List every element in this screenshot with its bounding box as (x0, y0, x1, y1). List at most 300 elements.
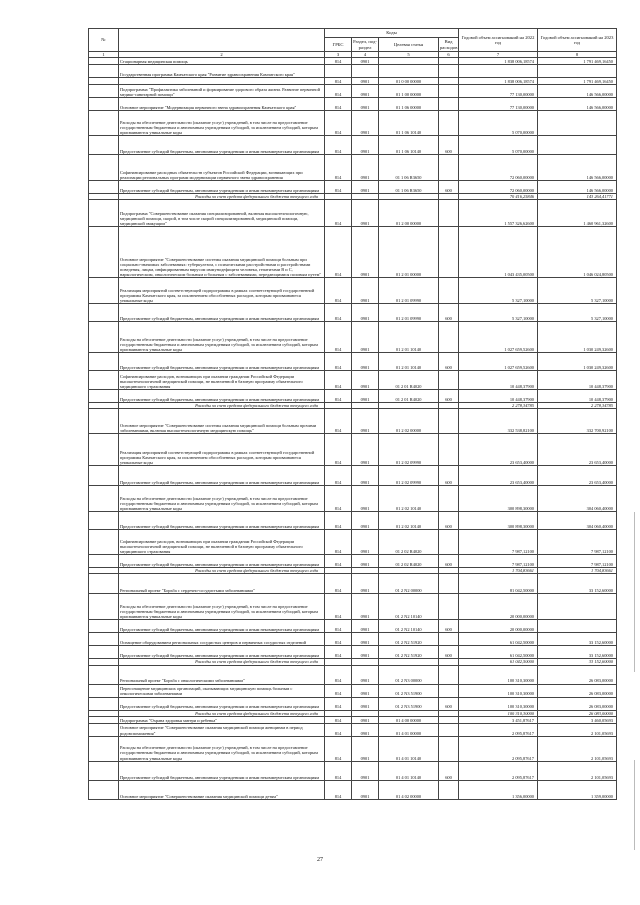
row-target-article: 01 1 06 00000 (379, 98, 439, 111)
row-grbs: 814 (325, 98, 352, 111)
row-number (89, 111, 119, 136)
row-amount-2023: 146 566,00000 (538, 181, 617, 194)
row-razdel (352, 65, 379, 78)
row-grbs: 814 (325, 111, 352, 136)
row-target-article: 01 2 N2 51920 (379, 633, 439, 646)
table-header (89, 29, 617, 58)
row-amount-2022: 3 451,87617 (459, 716, 538, 723)
row-name: Расходы на обеспечение деятельности (оказание услуг) учреждений, в том числе на предоставление государственным бюджетным и автономным учреждениям субсидий, за исключением субсидий, которым присваиваются уникальные коды (119, 486, 325, 512)
table-row (89, 555, 617, 568)
row-amount-2023: 143 264,41771 (538, 194, 617, 200)
row-expense-type: 600 (439, 353, 459, 371)
row-name: Предоставление субсидий бюджетным, автономным учреждениям и иным некоммерческим организациям (119, 555, 325, 568)
table-row (89, 304, 617, 322)
row-amount-2023: 2 101,05693 (538, 723, 617, 736)
row-target-article: 01 2 00 00000 (379, 200, 439, 227)
row-expense-type (439, 665, 459, 684)
row-expense-type (439, 85, 459, 98)
row-grbs: 814 (325, 227, 352, 278)
row-name: Расходы на обеспечение деятельности (оказание услуг) учреждений, в том числе на предоставление государственным бюджетным и автономным учреждениям субсидий, за исключением субсидий, которым присваиваются уникальные коды (119, 322, 325, 353)
row-amount-2023: 1 460 961,32600 (538, 200, 617, 227)
row-name: Предоставление субсидий бюджетным, автономным учреждениям и иным некоммерческим организациям (119, 353, 325, 371)
row-name: Реализация мероприятий соответствующей подпрограммы в рамках соответствующей государственной программы Камчатского края, за исключением обособленных расходов, которым присваиваются уникальные коды (119, 434, 325, 466)
row-amount-2023: 26 083,00000 (538, 697, 617, 710)
row-razdel: 0901 (352, 390, 379, 403)
row-name: Расходы на обеспечение деятельности (оказание услуг) учреждений, в том числе на предоставление государственным бюджетным и автономным учреждениям субсидий, за исключением субсидий, которым присваиваются уникальные коды (119, 111, 325, 136)
column-index: 7 (459, 52, 538, 58)
row-target-article: 01 2 01 R4020 (379, 390, 439, 403)
table-row (89, 200, 617, 227)
row-expense-type (439, 486, 459, 512)
row-amount-2022: 5 327,10000 (459, 278, 538, 304)
row-amount-2023: 33 152,60000 (538, 659, 617, 665)
table-row (89, 633, 617, 646)
row-amount-2022: 10 448,37900 (459, 371, 538, 390)
header-razdel: Раздел, под-раздел (353, 39, 377, 50)
row-expense-type (439, 594, 459, 620)
row-grbs: 814 (325, 736, 352, 761)
row-expense-type (439, 684, 459, 697)
row-grbs: 814 (325, 200, 352, 227)
row-amount-2023: 1 030 249,32600 (538, 322, 617, 353)
row-razdel: 0901 (352, 155, 379, 181)
row-name: Предоставление субсидий бюджетным, автономным учреждениям и иным некоммерческим организациям (119, 646, 325, 659)
row-target-article: 01 2 02 R4020 (379, 555, 439, 568)
row-razdel: 0901 (352, 697, 379, 710)
row-name: Предоставление субсидий бюджетным, автономным учреждениям и иным некоммерческим организациям (119, 390, 325, 403)
row-number (89, 512, 119, 530)
row-grbs: 814 (325, 665, 352, 684)
row-expense-type (439, 278, 459, 304)
row-number (89, 390, 119, 403)
row-expense-type: 600 (439, 136, 459, 155)
row-name: Предоставление субсидий бюджетным, автономным учреждениям и иным некоммерческим организациям (119, 697, 325, 710)
row-target-article: 01 2 02 R4020 (379, 530, 439, 555)
row-amount-2022: 5 070,00000 (459, 111, 538, 136)
table-row (89, 620, 617, 633)
table-row (89, 58, 617, 65)
row-grbs: 814 (325, 555, 352, 568)
row-expense-type: 600 (439, 304, 459, 322)
row-grbs: 814 (325, 390, 352, 403)
table-body (89, 58, 617, 799)
row-target-article: 01 2 02 09990 (379, 434, 439, 466)
row-grbs: 814 (325, 486, 352, 512)
row-amount-2022: 2 278,34785 (459, 403, 538, 409)
row-razdel: 0901 (352, 200, 379, 227)
row-amount-2022: 77 130,00000 (459, 85, 538, 98)
scan-edge-line (634, 512, 635, 672)
row-target-article: 01 2 N3 51900 (379, 684, 439, 697)
row-name: Расходы за счет средств федерального бюджета текущего года (119, 659, 325, 665)
row-number (89, 646, 119, 659)
row-name: Подпрограмма "Охрана здоровья матери и ребенка" (119, 716, 325, 723)
column-index: 8 (538, 52, 617, 58)
row-expense-type: 600 (439, 512, 459, 530)
row-name: Предоставление субсидий бюджетным, автономным учреждениям и иным некоммерческим организациям (119, 761, 325, 780)
row-expense-type (439, 322, 459, 353)
row-expense-type (439, 65, 459, 78)
row-razdel: 0901 (352, 594, 379, 620)
row-target-article: 01 4 01 10140 (379, 761, 439, 780)
row-amount-2022: 1 557 326,62600 (459, 200, 538, 227)
row-number (89, 409, 119, 434)
row-amount-2023 (538, 65, 617, 78)
row-name: Основное мероприятие "Совершенствование оказания медицинской помощи детям" (119, 780, 325, 799)
budget-table-container (88, 28, 616, 800)
row-amount-2022: 61 042,50000 (459, 633, 538, 646)
row-name: Государственная программа Камчатского края "Развитие здравоохранения Камчатского края" (119, 65, 325, 78)
row-expense-type (439, 58, 459, 65)
row-target-article: 01 2 N3 51900 (379, 697, 439, 710)
row-name: Расходы на обеспечение деятельности (оказание услуг) учреждений, в том числе на предоставление государственным бюджетным и автономным учреждениям субсидий, за исключением субсидий, которым присваиваются уникальные коды (119, 594, 325, 620)
row-number (89, 736, 119, 761)
row-number (89, 434, 119, 466)
row-expense-type (439, 409, 459, 434)
table-row (89, 761, 617, 780)
row-razdel: 0901 (352, 574, 379, 594)
row-expense-type (439, 723, 459, 736)
row-target-article: 01 2 01 10140 (379, 353, 439, 371)
row-grbs: 814 (325, 353, 352, 371)
row-amount-2022: 332 538,82100 (459, 409, 538, 434)
row-amount-2023: 5 327,10000 (538, 278, 617, 304)
row-amount-2023: 26 083,00000 (538, 684, 617, 697)
row-name: Предоставление субсидий бюджетным, автономным учреждениям и иным некоммерческим организациям (119, 620, 325, 633)
table-row (89, 111, 617, 136)
row-grbs: 814 (325, 278, 352, 304)
row-amount-2022: 300 898,30000 (459, 512, 538, 530)
scan-edge-line (634, 760, 635, 850)
row-number (89, 136, 119, 155)
row-amount-2022: 23 653,40000 (459, 434, 538, 466)
row-razdel: 0901 (352, 684, 379, 697)
row-number (89, 466, 119, 486)
table-row (89, 98, 617, 111)
row-razdel: 0901 (352, 371, 379, 390)
row-amount-2023: 304 060,40000 (538, 512, 617, 530)
row-amount-2023: 10 448,37900 (538, 371, 617, 390)
column-index: 3 (325, 52, 352, 58)
row-amount-2022: 61 042,50000 (459, 646, 538, 659)
row-razdel: 0901 (352, 85, 379, 98)
row-amount-2022: 100 310,30000 (459, 710, 538, 716)
row-razdel: 0901 (352, 620, 379, 633)
row-amount-2023: 23 653,40000 (538, 434, 617, 466)
row-name: Переоснащение медицинских организаций, оказывающих медицинскую помощь больным с онкологическими заболеваниями (119, 684, 325, 697)
header-2022: Годовой объем ассигнований на 2022 год (459, 29, 538, 52)
row-amount-2022: 23 653,40000 (459, 466, 538, 486)
row-amount-2023: 1 791 469,16450 (538, 58, 617, 65)
row-grbs: 814 (325, 409, 352, 434)
row-amount-2023: 146 566,00000 (538, 155, 617, 181)
row-amount-2023: 2 101,05693 (538, 761, 617, 780)
row-target-article: 01 1 06 R3650 (379, 155, 439, 181)
row-number (89, 78, 119, 85)
row-amount-2023: 146 566,00000 (538, 98, 617, 111)
row-target-article: 01 2 01 00000 (379, 227, 439, 278)
row-razdel: 0901 (352, 227, 379, 278)
row-grbs: 814 (325, 633, 352, 646)
row-expense-type (439, 227, 459, 278)
row-amount-2023: 7 987,12100 (538, 555, 617, 568)
row-amount-2023: 304 060,40000 (538, 486, 617, 512)
table-row (89, 136, 617, 155)
row-grbs: 814 (325, 620, 352, 633)
table-row (89, 466, 617, 486)
row-target-article (379, 65, 439, 78)
row-amount-2022: 77 130,00000 (459, 98, 538, 111)
row-grbs: 814 (325, 723, 352, 736)
table-row (89, 227, 617, 278)
row-amount-2022: 1 838 006,18574 (459, 58, 538, 65)
row-amount-2022: 100 310,30000 (459, 665, 538, 684)
row-amount-2022: 20 000,00000 (459, 594, 538, 620)
row-name: Предоставление субсидий бюджетным, автономным учреждениям и иным некоммерческим организациям (119, 466, 325, 486)
header-codes: Коды (325, 29, 459, 38)
row-amount-2022: 1 043 435,00500 (459, 227, 538, 278)
header-2023: Годовой объем ассигнований на 2023 год (538, 29, 617, 52)
table-row (89, 736, 617, 761)
row-target-article: 01 0 00 00000 (379, 78, 439, 85)
table-row (89, 530, 617, 555)
row-expense-type: 600 (439, 761, 459, 780)
row-razdel: 0901 (352, 761, 379, 780)
row-number (89, 85, 119, 98)
row-expense-type: 600 (439, 646, 459, 659)
row-expense-type: 600 (439, 466, 459, 486)
row-grbs: 814 (325, 716, 352, 723)
row-amount-2022: 1 027 659,52600 (459, 322, 538, 353)
row-amount-2023: 33 152,60000 (538, 574, 617, 594)
row-number (89, 304, 119, 322)
row-grbs: 814 (325, 697, 352, 710)
row-amount-2023: 10 448,37900 (538, 390, 617, 403)
row-number (89, 371, 119, 390)
row-grbs: 814 (325, 304, 352, 322)
row-expense-type: 600 (439, 555, 459, 568)
row-name: Софинансирование расходов, возникающих при оказании гражданам Российской Федерации высокотехнологичной медицинской помощи, не включенной в базовую программу обязательного медицинского страхования (119, 371, 325, 390)
header-target-article: Целевая статья (379, 38, 439, 52)
row-amount-2022: 300 898,30000 (459, 486, 538, 512)
row-expense-type: 600 (439, 181, 459, 194)
row-razdel: 0901 (352, 181, 379, 194)
row-number (89, 486, 119, 512)
row-grbs: 814 (325, 530, 352, 555)
row-expense-type (439, 530, 459, 555)
table-row (89, 434, 617, 466)
row-expense-type (439, 780, 459, 799)
row-target-article: 01 4 01 10140 (379, 736, 439, 761)
row-target-article: 01 2 01 09990 (379, 304, 439, 322)
row-target-article: 01 1 06 10140 (379, 136, 439, 155)
row-name: Стационарная медицинская помощь (119, 58, 325, 65)
table-row (89, 512, 617, 530)
row-name: Расходы за счет средств федерального бюджета текущего года (119, 194, 325, 200)
table-row (89, 181, 617, 194)
row-target-article: 01 2 01 R4020 (379, 371, 439, 390)
table-row (89, 155, 617, 181)
row-grbs: 814 (325, 78, 352, 85)
column-index: 1 (89, 52, 119, 58)
row-razdel: 0901 (352, 555, 379, 568)
row-number (89, 353, 119, 371)
row-name: Расходы на обеспечение деятельности (оказание услуг) учреждений, в том числе на предоставление государственным бюджетным и автономным учреждениям субсидий, за исключением субсидий, которым присваиваются уникальные коды (119, 736, 325, 761)
row-amount-2023 (538, 111, 617, 136)
row-razdel: 0901 (352, 98, 379, 111)
column-index: 5 (379, 52, 439, 58)
row-expense-type (439, 736, 459, 761)
row-amount-2022: 1 838 006,18574 (459, 78, 538, 85)
row-name: Основное мероприятие "Совершенствование оказания медицинской помощи женщинам в период родовспоможения" (119, 723, 325, 736)
row-expense-type: 600 (439, 390, 459, 403)
row-razdel: 0901 (352, 736, 379, 761)
row-expense-type (439, 716, 459, 723)
table-row (89, 85, 617, 98)
row-grbs: 814 (325, 780, 352, 799)
row-number (89, 58, 119, 65)
row-expense-type (439, 574, 459, 594)
row-grbs: 814 (325, 594, 352, 620)
row-razdel: 0901 (352, 780, 379, 799)
row-number (89, 665, 119, 684)
row-grbs: 814 (325, 322, 352, 353)
row-target-article: 01 2 02 10140 (379, 486, 439, 512)
row-razdel: 0901 (352, 633, 379, 646)
row-grbs: 814 (325, 136, 352, 155)
row-target-article: 01 2 02 09990 (379, 466, 439, 486)
column-index: 6 (439, 52, 459, 58)
row-razdel: 0901 (352, 723, 379, 736)
row-amount-2022: 1 027 659,52600 (459, 353, 538, 371)
row-expense-type (439, 371, 459, 390)
row-amount-2023: 26 083,00000 (538, 710, 617, 716)
row-razdel: 0901 (352, 665, 379, 684)
row-target-article (379, 58, 439, 65)
row-target-article: 01 2 N2 10140 (379, 620, 439, 633)
row-amount-2022: 81 042,50000 (459, 574, 538, 594)
row-number (89, 780, 119, 799)
column-index: 4 (352, 52, 379, 58)
row-amount-2022: 72 060,00000 (459, 181, 538, 194)
table-row (89, 716, 617, 723)
row-name: Основное мероприятие "Совершенствование системы оказания медицинской помощи больным при социально-значимых заболеваниях: туберкулезом, с психическими расстройствами и расстройствами поведения, лицам, инфицированным вирусом иммунодефицита человека, гепатитами B и C, наркологическим, онкологическим больным и больным с заболеваниями, передающимися половым путем" (119, 227, 325, 278)
row-amount-2023: 33 152,60000 (538, 633, 617, 646)
row-amount-2023: 5 327,10000 (538, 304, 617, 322)
row-target-article: 01 2 02 00000 (379, 409, 439, 434)
row-amount-2022: 1 704,83661 (459, 568, 538, 574)
row-number (89, 65, 119, 78)
row-amount-2022: 10 448,37900 (459, 390, 538, 403)
row-target-article: 01 2 02 10140 (379, 512, 439, 530)
row-target-article: 01 2 N2 10140 (379, 594, 439, 620)
table-row (89, 486, 617, 512)
row-name: Софинансирование расходов, возникающих при оказании гражданам Российской Федерации высокотехнологичной медицинской помощи, не включенной в базовую программу обязательного медицинского страхования (119, 530, 325, 555)
row-amount-2023: 332 700,92100 (538, 409, 617, 434)
row-expense-type (439, 111, 459, 136)
row-grbs: 814 (325, 155, 352, 181)
table-row (89, 409, 617, 434)
page-number: 27 (317, 857, 323, 863)
table-row (89, 780, 617, 799)
header-expense-type: Вид расходов (440, 39, 458, 50)
row-razdel: 0901 (352, 486, 379, 512)
row-razdel: 0901 (352, 78, 379, 85)
table-row (89, 684, 617, 697)
table-row (89, 65, 617, 78)
row-expense-type (439, 434, 459, 466)
row-razdel: 0901 (352, 136, 379, 155)
row-target-article: 01 2 N2 00000 (379, 574, 439, 594)
row-number (89, 181, 119, 194)
table-row (89, 390, 617, 403)
row-expense-type (439, 633, 459, 646)
row-amount-2023: 1 046 024,80500 (538, 227, 617, 278)
row-grbs: 814 (325, 466, 352, 486)
budget-table (88, 28, 617, 800)
row-name (119, 78, 325, 85)
row-amount-2023: 2 278,34785 (538, 403, 617, 409)
row-grbs: 814 (325, 371, 352, 390)
table-row (89, 322, 617, 353)
row-razdel: 0901 (352, 434, 379, 466)
row-razdel: 0901 (352, 278, 379, 304)
row-grbs: 814 (325, 434, 352, 466)
row-target-article: 01 2 01 10140 (379, 322, 439, 353)
row-amount-2023: 33 152,60000 (538, 646, 617, 659)
table-row (89, 697, 617, 710)
row-grbs: 814 (325, 181, 352, 194)
row-name: Предоставление субсидий бюджетным, автономным учреждениям и иным некоммерческим организациям (119, 136, 325, 155)
row-number (89, 98, 119, 111)
row-razdel: 0901 (352, 353, 379, 371)
row-amount-2023 (538, 594, 617, 620)
row-name: Подпрограмма "Совершенствование оказания специализированной, включая высокотехнологичную, медицинской помощи, скорой, в том числе скорой специализированной, медицинской помощи, медицинской эвакуации" (119, 200, 325, 227)
row-number (89, 723, 119, 736)
row-amount-2022: 5 070,00000 (459, 136, 538, 155)
row-grbs: 814 (325, 85, 352, 98)
row-razdel: 0901 (352, 716, 379, 723)
row-amount-2022: 20 000,00000 (459, 620, 538, 633)
row-target-article: 01 2 01 09990 (379, 278, 439, 304)
row-target-article: 01 4 00 00000 (379, 716, 439, 723)
table-row (89, 574, 617, 594)
header-grbs: ГРБС (325, 38, 352, 52)
row-number (89, 322, 119, 353)
row-expense-type: 600 (439, 697, 459, 710)
row-amount-2022: 2 095,87617 (459, 723, 538, 736)
header-number: № (89, 29, 119, 52)
row-amount-2023 (538, 136, 617, 155)
row-expense-type (439, 98, 459, 111)
row-name: Предоставление субсидий бюджетным, автономным учреждениям и иным некоммерческим организациям (119, 181, 325, 194)
row-razdel: 0901 (352, 646, 379, 659)
row-expense-type (439, 200, 459, 227)
row-amount-2022: 100 310,30000 (459, 697, 538, 710)
row-number (89, 684, 119, 697)
row-amount-2023 (538, 620, 617, 633)
row-name: Расходы за счет средств федерального бюджета текущего года (119, 403, 325, 409)
row-razdel: 0901 (352, 530, 379, 555)
row-number (89, 555, 119, 568)
table-row (89, 78, 617, 85)
table-row (89, 665, 617, 684)
row-number (89, 761, 119, 780)
row-name: Предоставление субсидий бюджетным, автономным учреждениям и иным некоммерческим организациям (119, 304, 325, 322)
row-amount-2022: 2 095,87617 (459, 761, 538, 780)
row-number (89, 155, 119, 181)
row-amount-2023: 146 566,00000 (538, 85, 617, 98)
